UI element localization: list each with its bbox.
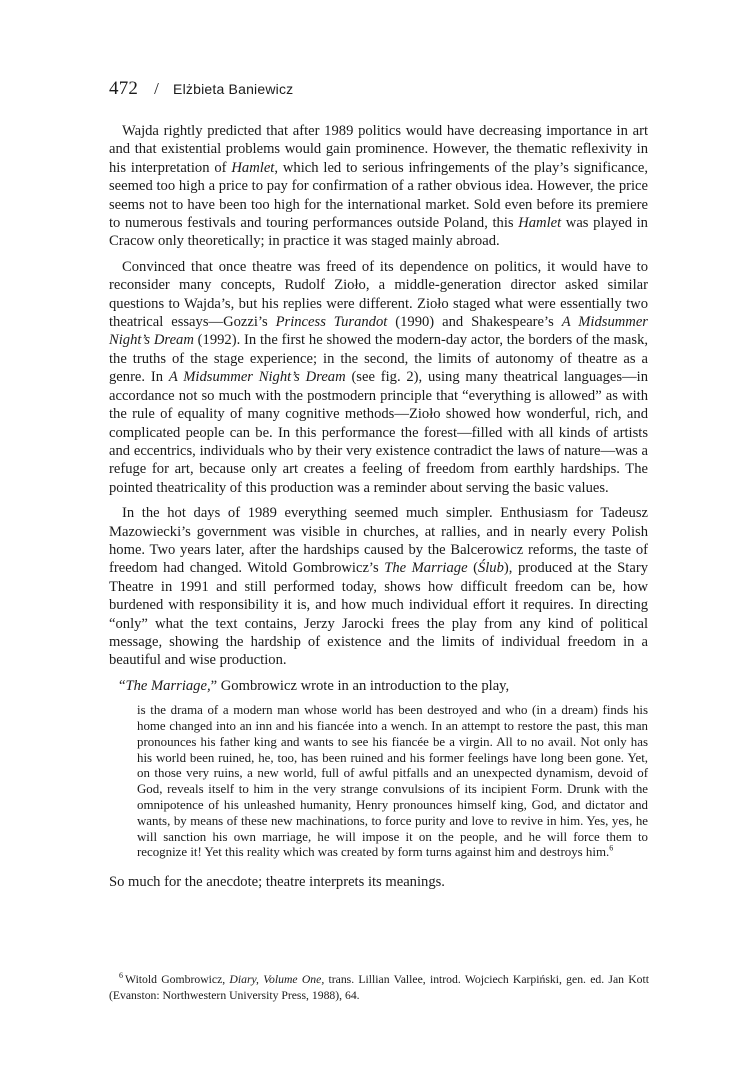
block-quote	[137, 703, 648, 861]
title-the-marriage: The Marriage,	[125, 677, 211, 694]
text-run: In the hot days of 1989 everything seemed much simpler. Enthusiasm for Tadeusz Mazowiecki’s government was visible in churches, at rallies, and in nearly every Polish home. Two years later, after the hardships caused by the Balcerowicz reforms, the taste of freedom had changed. Witold Gombrowicz’s	[109, 505, 648, 577]
title-princess-turandot: Princess Turandot	[275, 314, 388, 331]
title-the-marriage: The Marriage	[384, 560, 468, 577]
paragraph-ziolo	[109, 258, 648, 497]
text-run: Wajda rightly predicted that after 1989 politics would have decreasing importance in art and that existential problems would gain prominence. However, the thematic reflexivity in his interpretation of	[109, 123, 648, 176]
body-text	[109, 122, 648, 892]
title-hamlet: Hamlet	[518, 215, 562, 232]
title-slub: Ślub	[477, 560, 504, 577]
footnote	[109, 968, 649, 1005]
text-run: (1992). In the first he showed the modern-day actor, the borders of the mask, the truths of the stage experience; in the second, the limits of autonomy of theatre as a genre. In	[109, 332, 649, 386]
quote-text: is the drama of a modern man whose world has been destroyed and who (in a dream) finds his home changed into an inn and his fiancée into a wench. In an attempt to restore the past, this man pronounces his father king and wants to see his fiancée be a virgin. All to no avail. Not only has his world been ruined, he, too, has been ruined and his former feelings have long been gone. Yet, on those very ruins, a new world, full of awful pitfalls and an unexpected dynamism, devoid of God, reveals itself to him in the very strange convulsions of its incipient Form. Drunk with the omnipotence of his unleashed humanity, Henry pronounces himself king, God, and dictator and wants, by means of these new machinations, to force purity and love to revive in him. Yes, yes, he will sanction his own marriage, he will impose it on the people, and he will force them to recognize it! Yet this reality which was created by form turns against him and destroys him.	[137, 703, 648, 860]
text-run: was played in Cracow only theoretically; in practice it was staged mainly abroad.	[109, 215, 648, 250]
text-run: (see fig. 2), using many theatrical languages—in accordance not so much with the postmodern principle that “everything is allowed” as with the rule of equality of many cognitive methods—Zioło showed how wonderful, rich, and complicated people can be. In this performance the forest—filled with all kinds of artists and eccentrics, individuals who by their very existence contradict the laws of nature—was a refuge for art, because only art creates a feeling of freedom from earthly hardships. The pointed theatricality of this production was a reminder about serving the basic values.	[109, 369, 648, 496]
text-run: , which led to serious infringements of the play’s significance, seemed too high a price to pay for confirmation of a rather obvious idea. However, the price seems not to have been too high for the international market. Sold even before its premiere to numerous festivals and touring performances outside Poland, this	[109, 159, 648, 232]
paragraph-1989	[109, 504, 648, 670]
paragraph-anecdote: So much for the anecdote; theatre interprets its meanings.	[109, 874, 445, 891]
paragraph-quote-intro	[109, 677, 648, 695]
text-run: (1990) and Shakespeare’s	[387, 314, 562, 331]
footnote-reference[interactable]: 6	[609, 844, 614, 854]
running-head	[109, 78, 293, 100]
text-run: (	[467, 560, 478, 577]
text-run: Witold Gombrowicz,	[125, 972, 230, 986]
running-head-author: Elżbieta Baniewicz	[173, 81, 294, 97]
text-run: ), produced at the Stary Theatre in 1991 and still performed today, shows how difficult freedom can be, how burdened with responsibility it is, and how much individual effort it requires. In directing “only” what the text contains, Jerzy Jarocki frees the play from any kind of political message, showing the hardship of existence and the limits of individual freedom in a beautiful and wise production.	[109, 560, 648, 669]
title-midsummer: A Midsummer Night’s Dream	[168, 369, 346, 386]
quote-mark: “	[119, 677, 126, 694]
text-run: Convinced that once theatre was freed of its dependence on politics, it would have to reconsider many concepts, Rudolf Zioło, a middle-generation director asked similar questions to Wajda’s, but his replies were different. Zioło staged what were essentially two theatrical essays—Gozzi’s	[109, 258, 648, 331]
title-hamlet: Hamlet	[231, 159, 275, 176]
footnote-mark: 6	[119, 971, 123, 980]
paragraph-wajda	[109, 122, 648, 251]
header-separator: /	[154, 79, 160, 98]
page-number: 472	[109, 78, 139, 99]
title-diary: Diary, Volume One,	[229, 972, 325, 986]
text-run: trans. Lillian Vallee, introd. Wojciech Karpiński, gen. ed. Jan Kott (Evanston: Northwestern University Press, 1988), 64.	[109, 972, 649, 1003]
text-run: ” Gombrowicz wrote in an introduction to the play,	[210, 677, 510, 694]
title-midsummer: A Midsummer Night’s Dream	[109, 314, 648, 349]
